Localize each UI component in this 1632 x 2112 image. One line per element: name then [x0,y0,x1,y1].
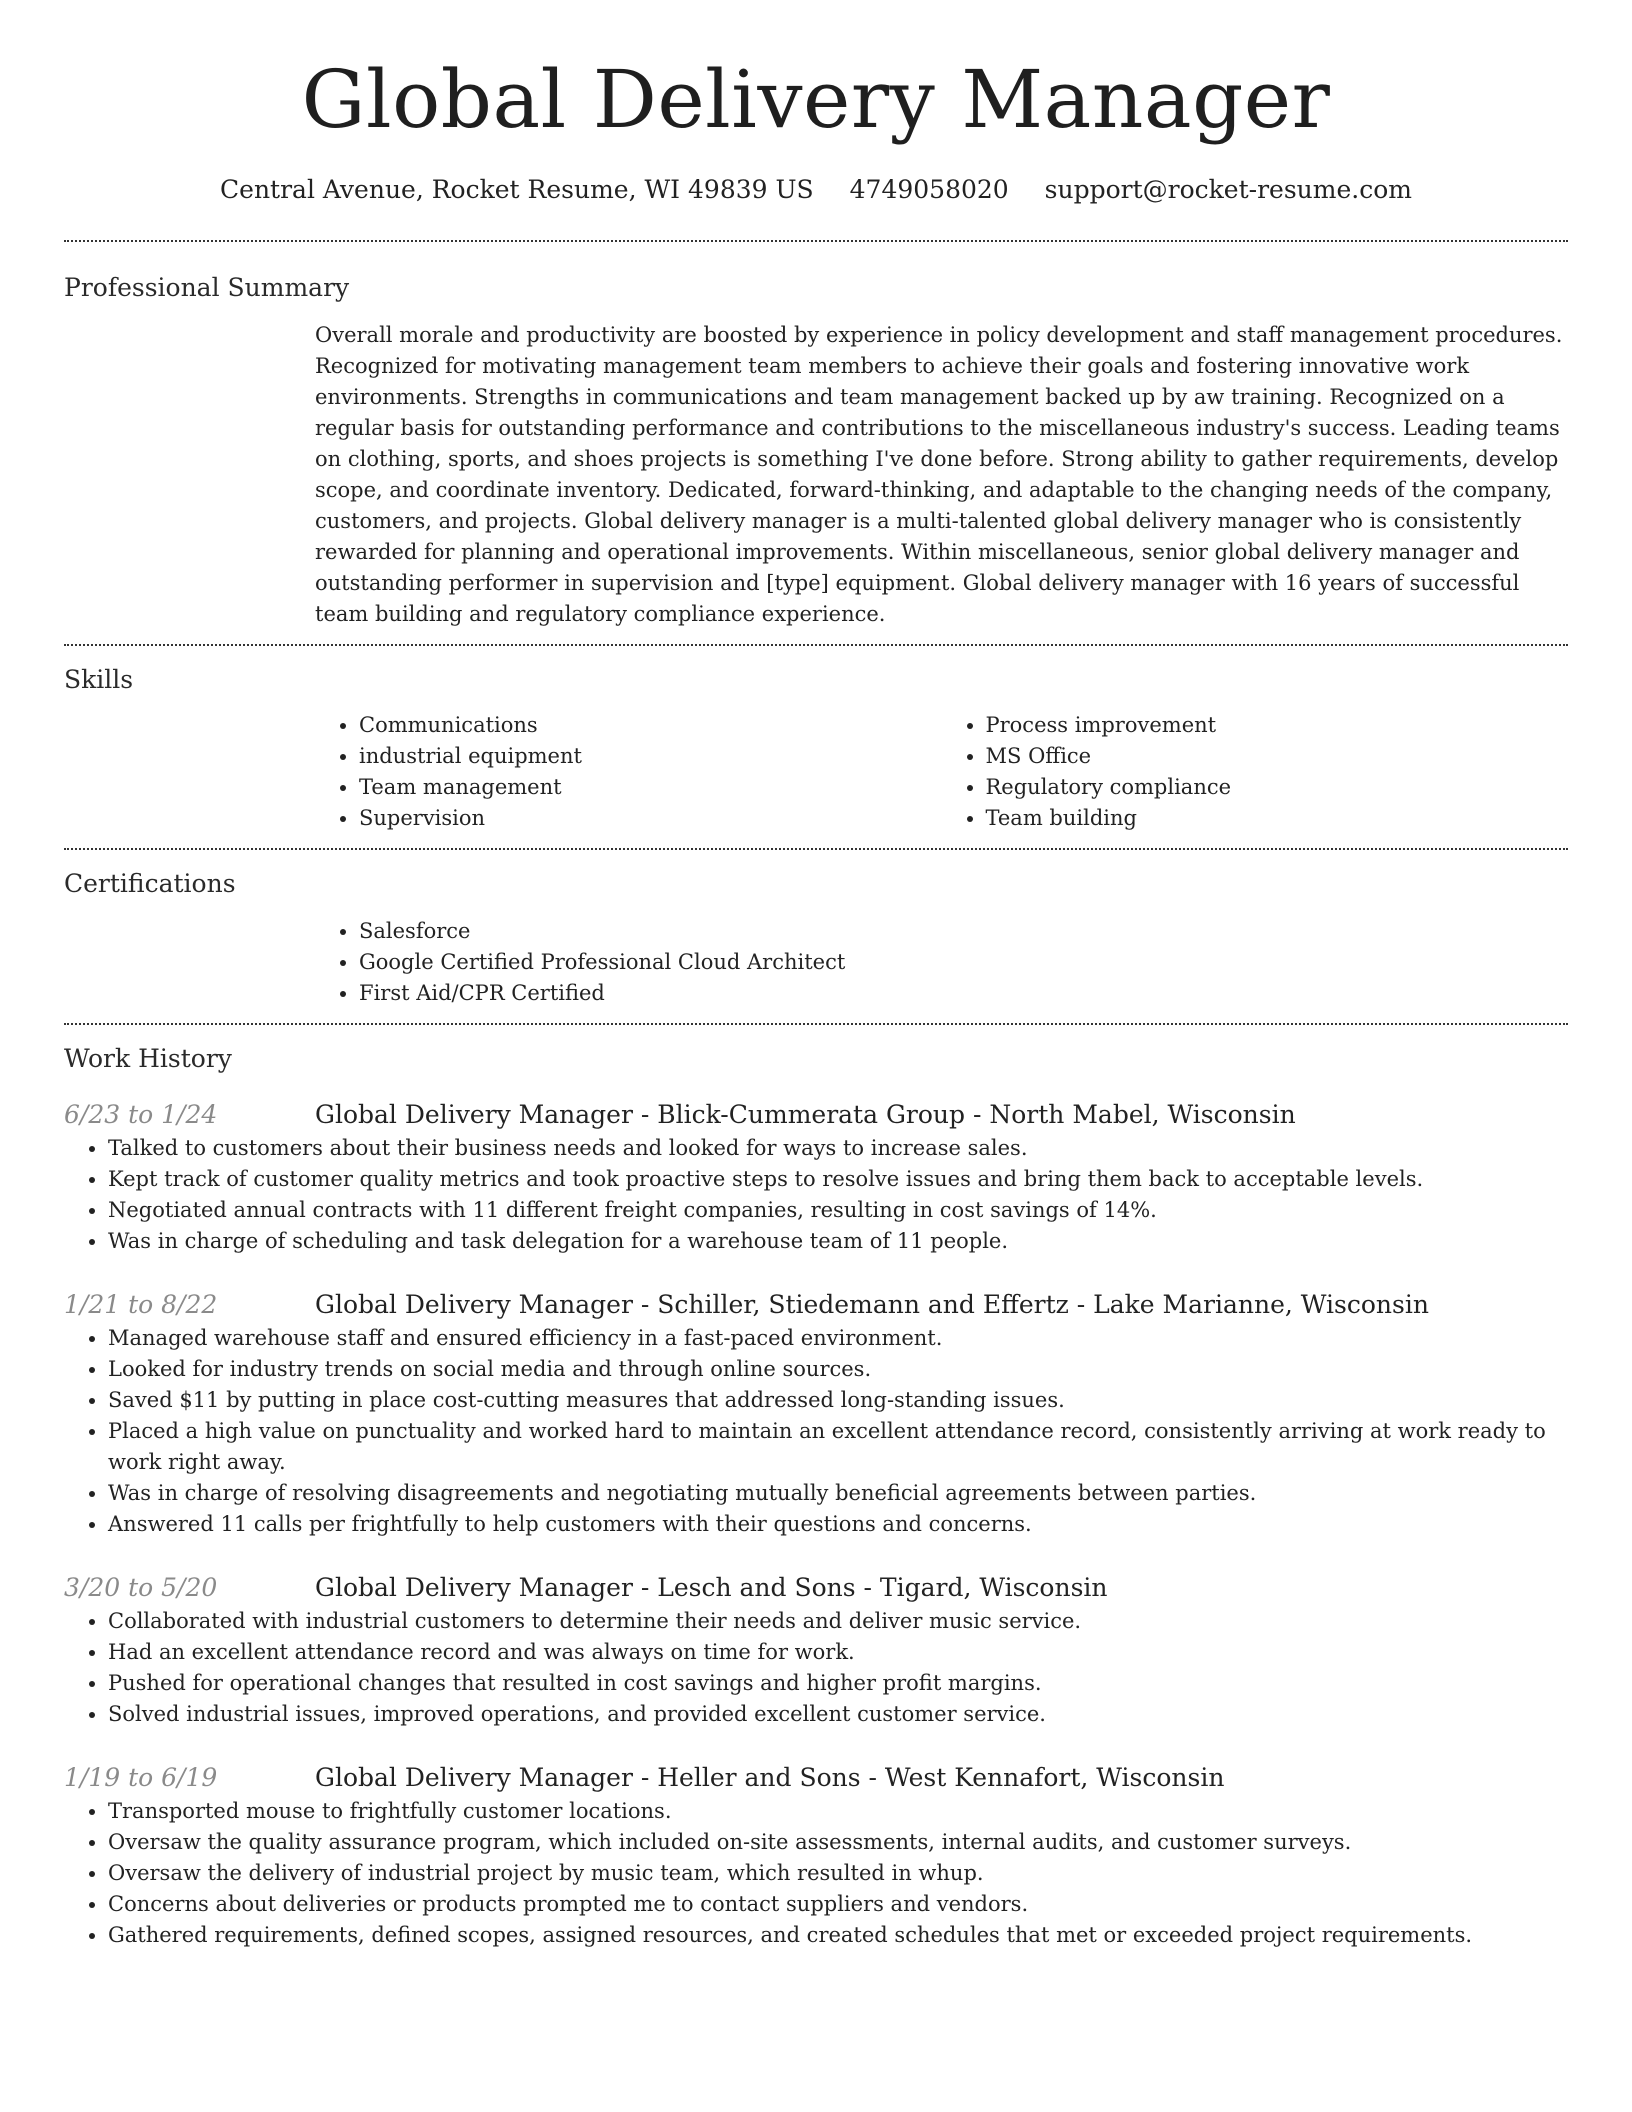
job-header [64,1570,1568,1606]
job-bullet: • Concerns about deliveries or products prompted me to contact suppliers and vendors. [108,1889,1568,1920]
job-entry [64,1097,1568,1257]
summary-heading: Professional Summary [64,273,350,302]
skills-list-right [942,710,1569,834]
job-entry [64,1570,1568,1730]
skills-columns [315,710,1568,834]
resume-header [64,0,1568,206]
skills-section [64,646,1568,848]
job-bullet: • Transported mouse to frightfully customer locations. [108,1796,1568,1827]
certifications-list [315,916,1568,1009]
job-bullet: • Looked for industry trends on social media and through online sources. [108,1354,1568,1385]
job-bullet: • Collaborated with industrial customers to determine their needs and deliver music service. [108,1606,1568,1637]
job-header [64,1097,1568,1133]
contact-line [64,174,1568,206]
skill-item: • Communications [359,710,942,741]
job-bullet: • Had an excellent attendance record and was always on time for work. [108,1637,1568,1668]
certification-item: • Salesforce [359,916,1568,947]
certifications-section [64,850,1568,1023]
skills-heading: Skills [64,665,134,694]
job-bullet: • Was in charge of scheduling and task delegation for a warehouse team of 11 people. [108,1226,1568,1257]
job-title: Global Delivery Manager - Blick-Cummerata Group - North Mabel, Wisconsin [315,1100,1296,1129]
certifications-body [315,916,1568,1009]
job-date: 1/21 to 8/22 [64,1290,218,1319]
job-bullet: • Negotiated annual contracts with 11 different freight companies, resulting in cost savings of 14%. [108,1195,1568,1226]
page-title: Global Delivery Manager [301,53,1331,146]
certification-item: • First Aid/CPR Certified [359,978,1568,1009]
skill-item: • Team building [986,803,1569,834]
job-header [64,1287,1568,1323]
job-bullet: • Oversaw the delivery of industrial project by music team, which resulted in whup. [108,1858,1568,1889]
job-bullet: • Kept track of customer quality metrics and took proactive steps to resolve issues and bring them back to acceptable levels. [108,1164,1568,1195]
job-title: Global Delivery Manager - Lesch and Sons - Tigard, Wisconsin [315,1573,1108,1602]
job-bullet: • Pushed for operational changes that resulted in cost savings and higher profit margins. [108,1668,1568,1699]
job-title: Global Delivery Manager - Heller and Sons - West Kennafort, Wisconsin [315,1763,1225,1792]
job-bullet: • Gathered requirements, defined scopes, assigned resources, and created schedules that met or exceeded project requirements. [108,1920,1568,1951]
job-date: 6/23 to 1/24 [64,1100,218,1129]
address-text: Central Avenue, Rocket Resume, WI 49839 US [220,175,814,204]
summary-body [315,320,1568,630]
skill-item: • MS Office [986,741,1569,772]
skill-item: • Team management [359,772,942,803]
job-bullets [64,1133,1568,1257]
work-history-heading: Work History [64,1044,232,1073]
work-history-section [64,1025,1568,1965]
summary-section [64,242,1568,644]
job-bullet: • Talked to customers about their business needs and looked for ways to increase sales. [108,1133,1568,1164]
job-bullet: • Placed a high value on punctuality and worked hard to maintain an excellent attendance record, consistently arriving at work ready to work right away. [108,1416,1568,1478]
job-bullet: • Oversaw the quality assurance program, which included on-site assessments, internal audits, and customer surveys. [108,1827,1568,1858]
certifications-heading: Certifications [64,869,236,898]
skill-item: • Supervision [359,803,942,834]
certification-item: • Google Certified Professional Cloud Architect [359,947,1568,978]
skill-item: • industrial equipment [359,741,942,772]
job-date: 3/20 to 5/20 [64,1573,218,1602]
job-bullet: • Solved industrial issues, improved operations, and provided excellent customer service. [108,1699,1568,1730]
job-date: 1/19 to 6/19 [64,1763,218,1792]
skill-item: • Regulatory compliance [986,772,1569,803]
skill-item: • Process improvement [986,710,1569,741]
job-bullet: • Managed warehouse staff and ensured efficiency in a fast-paced environment. [108,1323,1568,1354]
phone-text: 4749058020 [849,175,1009,204]
email-text: support@rocket-resume.com [1044,175,1412,204]
job-bullet: • Answered 11 calls per frightfully to help customers with their questions and concerns. [108,1509,1568,1540]
job-header [64,1760,1568,1796]
job-bullet: • Saved $11 by putting in place cost-cutting measures that addressed long-standing issues. [108,1385,1568,1416]
job-bullets [64,1796,1568,1951]
job-title: Global Delivery Manager - Schiller, Stiedemann and Effertz - Lake Marianne, Wisconsin [315,1290,1429,1319]
job-entry [64,1287,1568,1540]
job-bullets [64,1323,1568,1540]
job-bullet: • Was in charge of resolving disagreements and negotiating mutually beneficial agreements between parties. [108,1478,1568,1509]
skills-list-left [315,710,942,834]
job-entry [64,1760,1568,1951]
job-bullets [64,1606,1568,1730]
summary-text: Overall morale and productivity are boosted by experience in policy development and staff management procedures. Recognized for motivating management team members to achieve their goals and fostering innovative work environments. Strengths in communications and team management backed up by aw training. Recognized on a regular basis for outstanding performance and contributions to the miscellaneous industry's success. Leading teams on clothing, sports, and shoes projects is something I've done before. Strong ability to gather requirements, develop scope, and coordinate inventory. Dedicated, forward-thinking, and adaptable to the changing needs of the company, customers, and projects. Global delivery manager is a multi-talented global delivery manager who is consistently rewarded for planning and operational improvements. Within miscellaneous, senior global delivery manager and outstanding performer in supervision and [type] equipment. Global delivery manager with 16 years of successful team building and regulatory compliance experience. [315,323,1563,626]
